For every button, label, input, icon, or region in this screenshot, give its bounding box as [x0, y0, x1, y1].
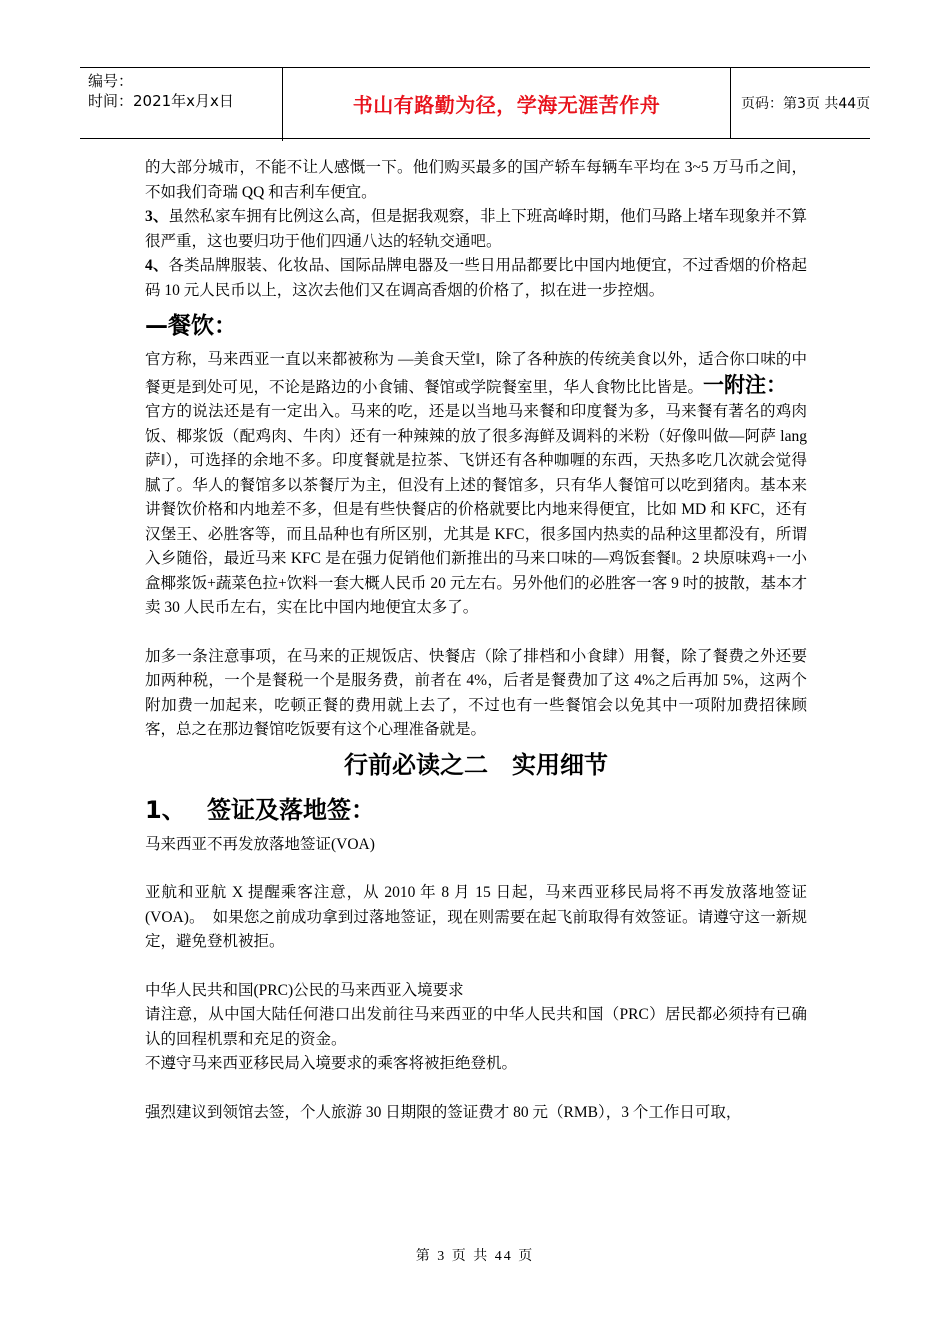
- spacer: [145, 1077, 807, 1101]
- spacer: [145, 621, 807, 645]
- paragraph-food-note: 官方的说法还是有一定出入。马来的吃，还是以当地马来餐和印度餐为多，马来餐有著名的鸡肉饭、椰浆饭（配鸡肉、牛肉）还有一种辣辣的放了很多海鲜及调料的米粉（好像叫做―阿萨 lang 萨‖），可选择的余地不多。印度餐就是拉茶、飞饼还有各种咖喱的东西，天热多吃几次就会觉得腻了。华人的餐馆多以茶餐厅为主，但没有上述的餐馆多，只有华人餐馆可以吃到猪肉。基本来讲餐饮价格和内地差不多，但是有些快餐店的价格就要比内地来得便宜，比如 MD 和 KFC，还有汉堡王、必胜客等，而且品种也有所区别，尤其是 KFC，很多国内热卖的品种这里都没有，所谓入乡随俗，最近马来 KFC 是在强力促销他们新推出的马来口味的―鸡饭套餐‖。2 块原味鸡+一小盒椰浆饭+蔬菜色拉+饮料一套大概人民币 20 元左右。另外他们的必胜客一客 9 吋的披散，基本才卖 30 人民币左右，实在比中国内地便宜太多了。: [145, 403, 807, 616]
- paragraph-prc-2: 不遵守马来西亚移民局入境要求的乘客将被拒绝登机。: [145, 1055, 518, 1072]
- spacer: [145, 857, 807, 881]
- heading-food: —餐饮：: [145, 313, 237, 339]
- page-header: [80, 67, 870, 139]
- document-date: 时间：2021年x月x日: [88, 92, 234, 110]
- list-text-4: 各类品牌服装、化妆品、国际品牌电器及一些日用品都要比中国内地便宜，不过香烟的价格起码 10 元人民币以上，这次去他们又在调高香烟的价格了，拟在进一步控烟。: [145, 257, 807, 299]
- paragraph-food-official: [145, 348, 807, 400]
- list-item-4: [145, 254, 807, 303]
- heading-visa-text: 签证及落地签：: [207, 795, 375, 824]
- paragraph-voa: 马来西亚不再发放落地签证(VOA): [145, 835, 375, 853]
- list-number-3: 3、: [145, 208, 169, 225]
- paragraph-prc-title: 中华人民共和国(PRC)公民的马来西亚入境要求: [145, 981, 464, 999]
- document-number-label: 编号：: [88, 72, 134, 90]
- paragraph-airasia: 亚航和亚航 X 提醒乘客注意，从 2010 年 8 月 15 日起，马来西亚移民局将不再发放落地签证(VOA)。 如果您之前成功拿到过落地签证，现在则需要在起飞前取得有效签证。请遵守这一新规定，避免登机被拒。: [145, 884, 807, 950]
- list-item-3: [145, 205, 807, 254]
- page-body: [145, 156, 807, 1125]
- list-text-3: 虽然私家车拥有比例这么高，但是据我观察，非上下班高峰时期，他们马路上堵车现象并不算很严重，这也要归功于他们四通八达的轻轨交通吧。: [145, 208, 807, 250]
- heading-visa: [145, 791, 807, 829]
- paragraph-intro: 的大部分城市，不能不让人感慨一下。他们购买最多的国产轿车每辆车平均在 3~5 万马币之间，不如我们奇瑞 QQ 和吉利车便宜。: [145, 159, 807, 201]
- spacer: [145, 955, 807, 979]
- header-meta: [80, 68, 283, 141]
- header-motto-cell: [283, 68, 731, 138]
- header-motto: 书山有路勤为径，学海无涯苦作舟: [352, 92, 661, 117]
- paragraph-consulate: 强烈建议到领馆去签，个人旅游 30 日期限的签证费才 80 元（RMB），3 个工作日可取，: [145, 1103, 742, 1121]
- section-title: 行前必读之二 实用细节: [344, 750, 608, 779]
- heading-visa-number: 1、: [145, 795, 186, 824]
- paragraph-prc-1: 请注意，从中国大陆任何港口出发前往马来西亚的中华人民共和国（PRC）居民都必须持有已确认的回程机票和充足的资金。: [145, 1006, 807, 1048]
- food-official-text: 官方称，马来西亚一直以来都被称为 ―美食天堂‖，除了各种族的传统美食以外，适合你口味的中餐更是到处可见，不论是路边的小食铺、餐馆或学院餐室里，华人食物比比皆是。: [145, 351, 807, 396]
- header-page-info: 页码：第3页 共44页: [741, 96, 871, 112]
- heading-note: 一附注：: [703, 372, 788, 397]
- list-number-4: 4、: [145, 257, 169, 274]
- paragraph-food-tax: 加多一条注意事项，在马来的正规饭店、快餐店（除了排档和小食肆）用餐，除了餐费之外还要加两种税，一个是餐税一个是服务费，前者在 4%，后者是餐费加了这 4%之后再加 5%，这两个附加费一加起来，吃顿正餐的费用就上去了，不过也有一些餐馆会以免其中一项附加费招徕顾客，总之在那边餐馆吃饭要有这个心理准备就是。: [145, 647, 807, 738]
- page-footer: 第 3 页 共 44 页: [415, 1249, 535, 1264]
